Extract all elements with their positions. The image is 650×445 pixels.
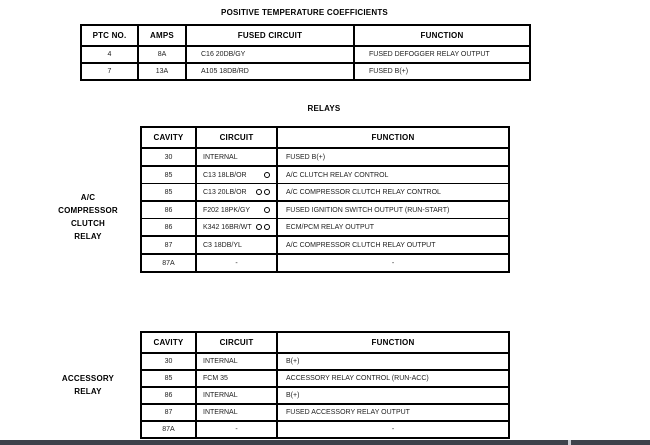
table-row — [141, 201, 509, 219]
cavity-cell: 30 — [141, 148, 196, 166]
circuit-cell — [196, 148, 277, 166]
label-line: CLUTCH — [70, 219, 106, 228]
function-cell: A/C CLUTCH RELAY CONTROL — [277, 166, 509, 184]
circuit-cell — [196, 166, 277, 184]
table-row — [141, 370, 509, 387]
table-row — [141, 387, 509, 404]
function-cell: - — [277, 421, 509, 438]
amps-cell: 8A — [138, 46, 186, 63]
accessory-relay-table — [140, 331, 510, 439]
function-cell: A/C COMPRESSOR CLUTCH RELAY OUTPUT — [277, 236, 509, 254]
function-cell: FUSED DEFOGGER RELAY OUTPUT — [354, 46, 530, 63]
circuit-label: FCM 35 — [203, 375, 228, 382]
col-header-function: FUNCTION — [354, 25, 530, 46]
label-line: RELAY — [74, 387, 102, 396]
connector-circle-icon — [262, 207, 270, 213]
circuit-cell — [196, 404, 277, 421]
table-header-row — [141, 332, 509, 353]
circuit-cell — [196, 370, 277, 387]
table-row — [141, 236, 509, 254]
ac-compressor-clutch-relay-table — [140, 126, 510, 273]
table-row — [81, 46, 530, 63]
relays-section-title: RELAYS — [307, 104, 341, 113]
table-row — [141, 148, 509, 166]
circuit-label: C3 18DB/YL — [203, 241, 242, 249]
circuit-cell: - — [196, 421, 277, 438]
col-header-function: FUNCTION — [277, 127, 509, 148]
col-header-ptc-no: PTC NO. — [81, 25, 138, 46]
circuit-label: INTERNAL — [203, 409, 238, 416]
circuit-cell: - — [196, 254, 277, 272]
table-row — [141, 404, 509, 421]
circuit-label: C13 18LB/OR — [203, 171, 247, 179]
circuit-cell — [196, 236, 277, 254]
function-cell: A/C COMPRESSOR CLUTCH RELAY CONTROL — [277, 184, 509, 202]
col-header-circuit: CIRCUIT — [196, 332, 277, 353]
circuit-label: INTERNAL — [203, 392, 238, 399]
ptc-no-cell: 4 — [81, 46, 138, 63]
fused-circuit-cell: C16 20DB/GY — [186, 46, 354, 63]
col-header-cavity: CAVITY — [141, 127, 196, 148]
function-cell: - — [277, 254, 509, 272]
cavity-cell: 86 — [141, 201, 196, 219]
cavity-cell: 86 — [141, 219, 196, 237]
function-cell: FUSED IGNITION SWITCH OUTPUT (RUN-START) — [277, 201, 509, 219]
circuit-label: INTERNAL — [203, 153, 238, 161]
table-header-row — [141, 127, 509, 148]
col-header-fused-circuit: FUSED CIRCUIT — [186, 25, 354, 46]
ptc-table-title: POSITIVE TEMPERATURE COEFFICIENTS — [221, 8, 388, 17]
circuit-label: K342 16BR/WT — [203, 223, 252, 231]
col-header-cavity: CAVITY — [141, 332, 196, 353]
accessory-relay-label — [40, 372, 136, 398]
table-row — [141, 353, 509, 370]
label-line: RELAY — [74, 232, 102, 241]
cavity-cell: 30 — [141, 353, 196, 370]
cavity-cell: 87 — [141, 236, 196, 254]
cavity-cell: 86 — [141, 387, 196, 404]
function-cell: B(+) — [277, 387, 509, 404]
table-row — [141, 254, 509, 272]
function-cell: ECM/PCM RELAY OUTPUT — [277, 219, 509, 237]
cavity-cell: 87 — [141, 404, 196, 421]
table-row — [141, 184, 509, 202]
connector-circle-icon — [254, 224, 270, 230]
function-cell: FUSED B(+) — [277, 148, 509, 166]
cavity-cell: 87A — [141, 421, 196, 438]
col-header-circuit: CIRCUIT — [196, 127, 277, 148]
cavity-cell: 85 — [141, 370, 196, 387]
label-line: ACCESSORY — [61, 374, 115, 383]
function-cell: FUSED B(+) — [354, 63, 530, 80]
scrollbar-notch[interactable] — [568, 440, 571, 445]
circuit-cell — [196, 353, 277, 370]
cavity-cell: 85 — [141, 184, 196, 202]
col-header-amps: AMPS — [138, 25, 186, 46]
ptc-table — [80, 24, 531, 81]
circuit-cell — [196, 201, 277, 219]
ac-compressor-clutch-relay-label — [40, 191, 136, 243]
function-cell: FUSED ACCESSORY RELAY OUTPUT — [277, 404, 509, 421]
circuit-label: INTERNAL — [203, 358, 238, 365]
cavity-cell: 85 — [141, 166, 196, 184]
circuit-cell — [196, 184, 277, 202]
connector-circle-icon — [262, 172, 270, 178]
table-header-row — [81, 25, 530, 46]
col-header-function: FUNCTION — [277, 332, 509, 353]
connector-circle-icon — [254, 189, 270, 195]
circuit-cell — [196, 219, 277, 237]
label-line: A/C — [80, 193, 96, 202]
table-row — [141, 166, 509, 184]
function-cell: B(+) — [277, 353, 509, 370]
ptc-no-cell: 7 — [81, 63, 138, 80]
cavity-cell: 87A — [141, 254, 196, 272]
table-row — [81, 63, 530, 80]
circuit-label: F202 18PK/GY — [203, 206, 251, 214]
horizontal-scrollbar[interactable] — [0, 440, 650, 445]
amps-cell: 13A — [138, 63, 186, 80]
table-row — [141, 219, 509, 237]
function-cell: ACCESSORY RELAY CONTROL (RUN-ACC) — [277, 370, 509, 387]
fused-circuit-cell: A105 18DB/RD — [186, 63, 354, 80]
circuit-label: C13 20LB/OR — [203, 188, 247, 196]
table-row — [141, 421, 509, 438]
label-line: COMPRESSOR — [58, 206, 118, 215]
circuit-cell — [196, 387, 277, 404]
